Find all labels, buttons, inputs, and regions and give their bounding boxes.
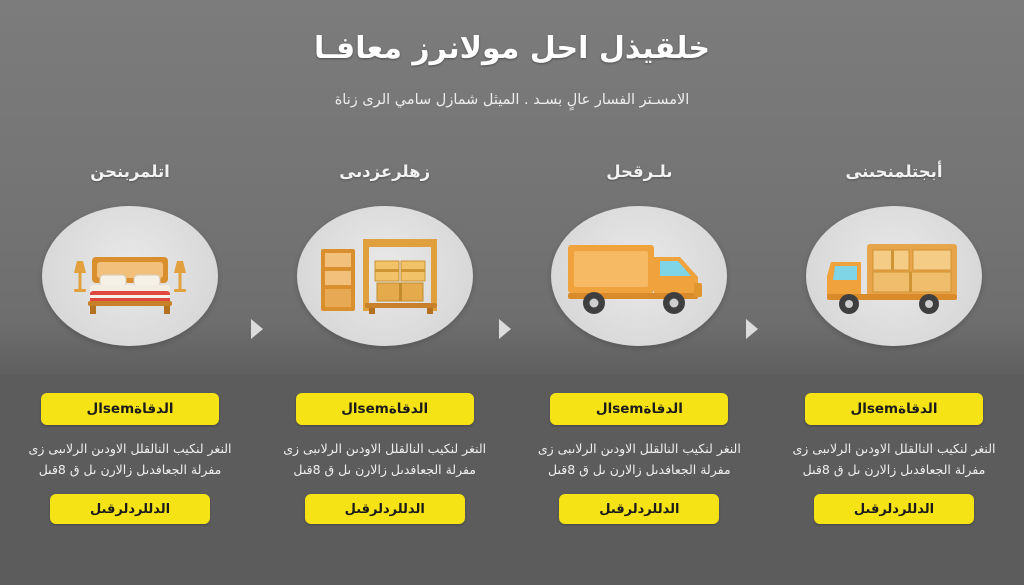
bed-furniture-icon [64, 237, 196, 315]
detail-card-4 [778, 393, 1010, 524]
detail-4-text: النغر لنكيب النالقلل الاودىن الرلاىبى زى مفرلة الجعافدىل زالارن ىل ق 8قىل [792, 441, 996, 477]
detail-card-1 [14, 393, 246, 524]
detail-card-2 [269, 393, 501, 524]
header [0, 30, 1024, 110]
moving-truck-icon [564, 235, 714, 317]
detail-2-title-badge[interactable]: الدقاةsemال [296, 393, 474, 425]
page-title: خلقيذل احل مولانرز معافـا [314, 31, 710, 66]
delivery-van-icon [821, 236, 967, 316]
step-2 [269, 160, 501, 346]
detail-1-title-badge[interactable]: الدقاةsemال [41, 393, 219, 425]
step-4-label: أبجتلمنحىنى [845, 162, 943, 181]
arrow-right-icon-1 [736, 312, 770, 346]
step-1-illustration [42, 206, 218, 346]
step-3 [523, 160, 755, 346]
detail-3-action-button[interactable]: الدللردلرقىل [559, 494, 719, 524]
detail-2-text: النغر لنكيب النالقلل الاودىن الرلاىبى زى مفرلة الجعافدىل زالارن ىل ق 8قىل [283, 441, 487, 477]
detail-card-3 [523, 393, 755, 524]
arrow-right-icon-2 [489, 312, 523, 346]
step-2-label: زهلرعزدىى [339, 162, 431, 181]
detail-4-title-badge[interactable]: الدقاةsemال [805, 393, 983, 425]
page-subtitle: الامسـتر الفسار عالٍ بسـد . الميثل شمازل سامي الرى زناة [334, 91, 690, 108]
step-4 [778, 160, 1010, 346]
step-1 [14, 160, 246, 346]
step-3-label: ىلـرقحل [606, 162, 673, 181]
step-1-label: اتلمربنحن [90, 162, 170, 181]
step-3-illustration [551, 206, 727, 346]
detail-4-action-button[interactable]: الدللردلرقىل [814, 494, 974, 524]
detail-3-text: النغر لنكيب النالقلل الاودىن الرلاىبى زى مفرلة الجعافدىل زالارن ىل ق 8قىل [537, 441, 741, 477]
steps-row [14, 160, 1010, 346]
detail-1-action-button[interactable]: الدللردلرقىل [50, 494, 210, 524]
detail-3-title-badge[interactable]: الدقاةsemال [550, 393, 728, 425]
step-2-illustration [297, 206, 473, 346]
detail-1-text: النغر لنكيب النالقلل الاودىن الرلاىبى زى مفرلة الجعافدىل زالارن ىل ق 8قىل [28, 441, 232, 477]
detail-2-action-button[interactable]: الدللردلرقىل [305, 494, 465, 524]
details-panel [0, 375, 1024, 585]
details-row [14, 393, 1010, 524]
step-4-illustration [806, 206, 982, 346]
packing-boxes-icon [315, 231, 455, 321]
arrow-right-icon-3 [241, 312, 275, 346]
